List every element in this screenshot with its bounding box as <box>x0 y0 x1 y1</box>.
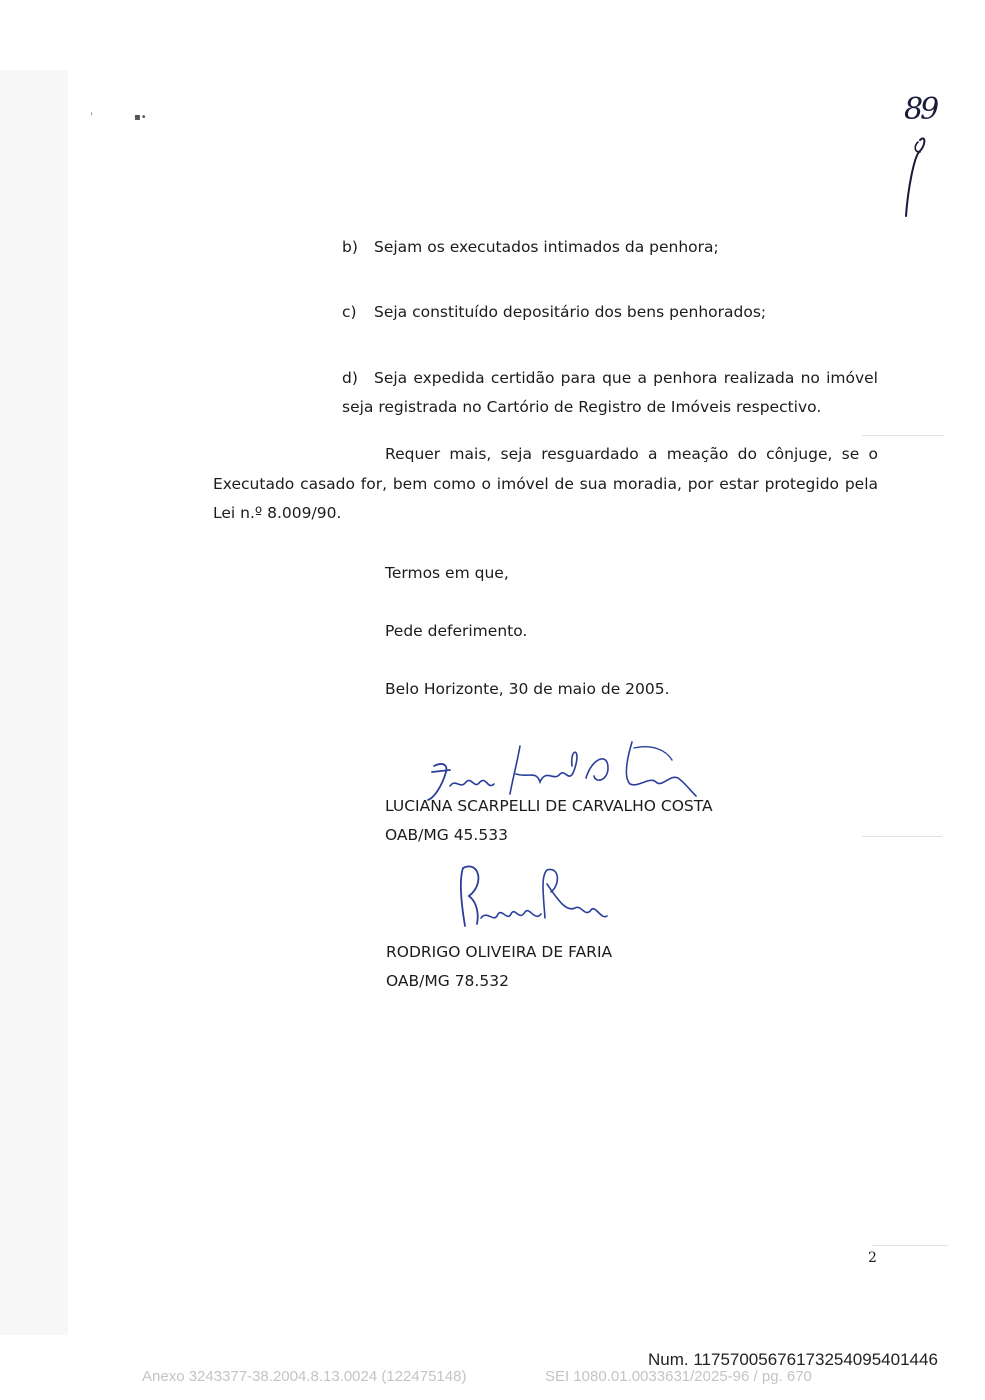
scan-margin-shade <box>0 70 68 1335</box>
scan-speck: ˈ <box>90 112 93 123</box>
footer-annex-reference: Anexo 3243377-38.2004.8.13.0024 (122475148) <box>142 1368 467 1385</box>
list-item <box>342 364 878 422</box>
list-item <box>342 233 878 262</box>
signatory-registration: OAB/MG 45.533 <box>385 826 508 844</box>
signatory-name: RODRIGO OLIVEIRA DE FARIA <box>386 943 613 961</box>
annotation-text: 89 <box>904 92 937 127</box>
closing-request: Pede deferimento. <box>385 622 528 640</box>
handwritten-page-annotation <box>902 92 947 222</box>
closing-line: Termos em que, <box>385 564 509 582</box>
list-text: Sejam os executados intimados da penhora; <box>374 238 719 256</box>
initial-mark-icon <box>902 132 942 222</box>
document-number-stamp: Num. 11757005676173254095401446 <box>648 1350 938 1369</box>
list-marker: c) <box>342 303 357 321</box>
footer-sei-reference: SEI 1080.01.0033631/2025-96 / pg. 670 <box>545 1368 812 1385</box>
list-marker: d) <box>342 369 358 387</box>
list-text: Seja expedida certidão para que a penhora realizada no imóvel seja registrada no Cartório de Registro de Imóveis respectivo. <box>342 369 878 416</box>
signatory-name: LUCIANA SCARPELLI DE CARVALHO COSTA <box>385 797 713 815</box>
scan-line <box>872 1245 948 1246</box>
signatory-registration: OAB/MG 78.532 <box>386 972 509 990</box>
place-and-date: Belo Horizonte, 30 de maio de 2005. <box>385 680 670 698</box>
scan-line <box>862 435 944 436</box>
page-number: 2 <box>868 1250 877 1266</box>
scan-speck: ▪• <box>134 112 147 123</box>
list-marker: b) <box>342 238 358 256</box>
list-item <box>342 298 878 327</box>
signature-rodrigo <box>455 862 615 934</box>
scan-line <box>862 836 942 837</box>
list-text: Seja constituído depositário dos bens penhorados; <box>374 303 767 321</box>
request-paragraph: Requer mais, seja resguardado a meação do cônjuge, se o Executado casado for, bem como o imóvel de sua moradia, por estar protegido pela Lei n.º 8.009/90. <box>213 445 878 522</box>
